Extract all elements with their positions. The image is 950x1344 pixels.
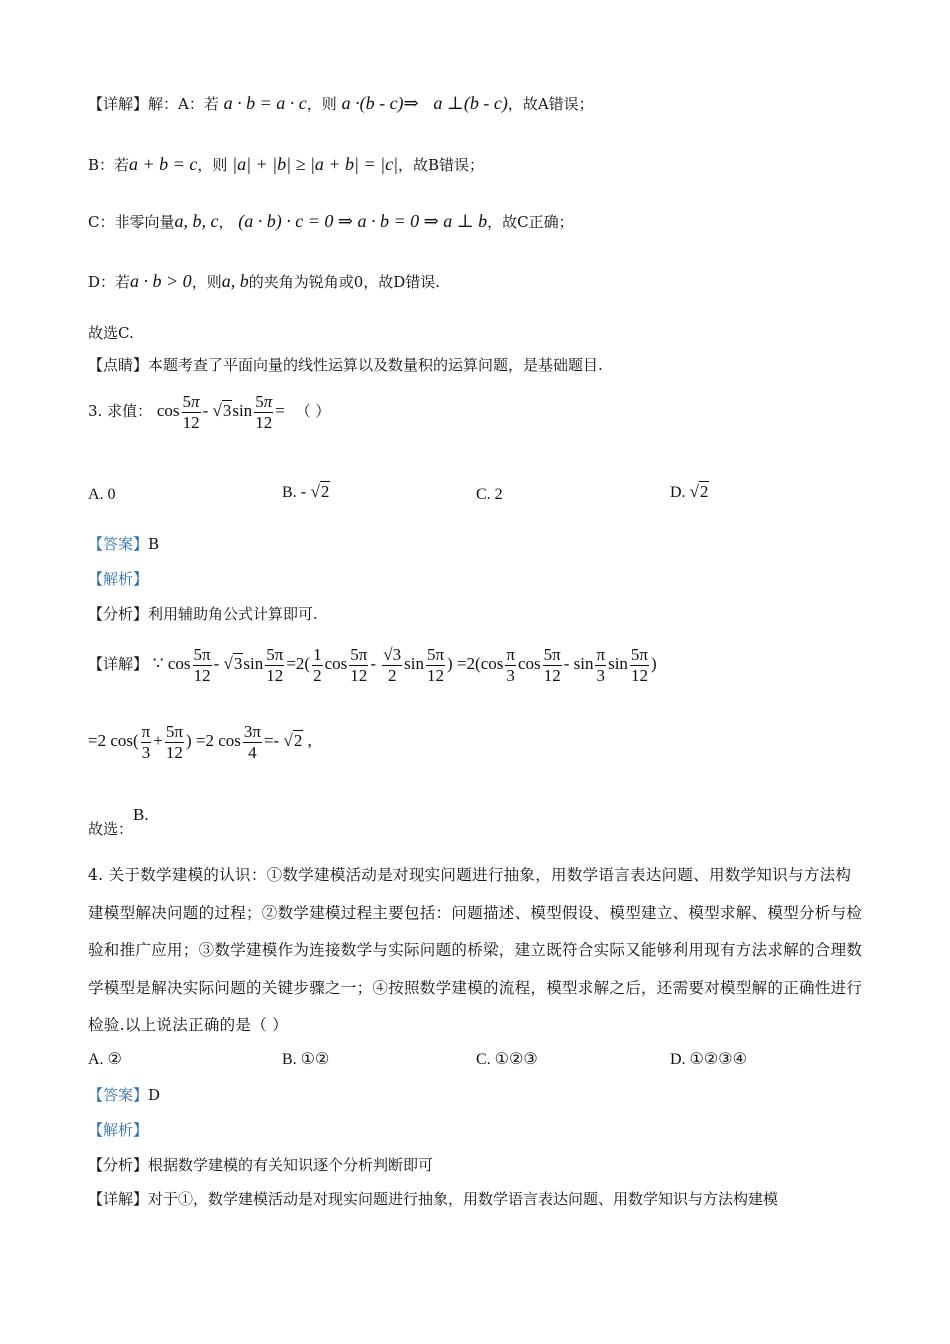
q4-fenxi-line [88, 1154, 433, 1176]
detail-b-expr: |a| + |b| ≥ |a + b| = |c| [232, 154, 399, 174]
q3-stem-tail: （ ） [295, 402, 331, 420]
detail-a-prefix: 解：A：若 [148, 95, 219, 113]
comment-text: 本题考查了平面向量的线性运算以及数量积的运算问题，是基础题目. [148, 356, 603, 374]
detail-c-prefix: C：非零向量 [88, 213, 175, 231]
q4-stem: 4. 关于数学建模的认识：①数学建模活动是对现实问题进行抽象，用数学语言表达问题、用数学知识与方法构建模型解决问题的过程；②数学建模过程主要包括：问题描述、模型假设、模型建立、模型求解、模型分析与检验和推广应用；③数学建模作为连接数学与实际问题的桥梁，建立既符合实际又能够利用现有方法求解的合理数学模型是解决实际问题的关键步骤之一；④按照数学建模的流程，模型求解之后，还需要对模型解的正确性进行检验.以上说法正确的是（ ） [88, 866, 863, 1034]
q4-detail-line [88, 1188, 778, 1210]
detail-d-tail: 的夹角为锐角或0，故D错误. [248, 273, 441, 291]
q4-option-d: D. ①②③④ [670, 1051, 747, 1068]
detail-tag: 【详解】 [88, 655, 149, 673]
q3-option-d [670, 482, 709, 502]
q3-choose-line [88, 805, 149, 840]
q4-analysis-tag: 【解析】 [88, 1121, 149, 1139]
q3-option-b [282, 482, 330, 502]
q4-answer: D [148, 1086, 161, 1104]
q4-option-b: B. ①② [282, 1051, 330, 1068]
detail-d-cond: a · b > 0 [130, 271, 192, 291]
q3-detail-line2 [88, 715, 312, 766]
q3-detail-formula2: =2 cos( $\frac{\pi}{3}$ + $\frac{5\pi}{12}$ ) =2 cos $\frac{3\pi}{4}$ =- √2 , [88, 721, 312, 762]
q3-stem-prefix: 3. 求值： [88, 402, 153, 420]
detail-a-then: ，则 [306, 95, 337, 113]
q3-option-a: A. 0 [88, 486, 116, 503]
q4-detail: 对于①，数学建模活动是对现实问题进行抽象，用数学语言表达问题、用数学知识与方法构建模 [148, 1190, 779, 1208]
q3-option-b-label: B. [282, 484, 297, 501]
detail-c-comma: ， [218, 213, 234, 231]
detail-c-line [88, 210, 574, 233]
q3-fenxi: 利用辅助角公式计算即可. [148, 605, 318, 623]
comment-tag: 【点睛】 [88, 356, 149, 374]
detail-a-cond: a · b = a · c [223, 93, 307, 113]
detail-b-tail: ，故B错误； [398, 156, 485, 174]
detail-c-tail: ，故C正确； [487, 213, 574, 231]
q3-choose-value: B. [133, 805, 149, 824]
q2-comment-line [88, 354, 603, 376]
q3-choose-prefix: 故选： [88, 820, 134, 838]
q3-option-d-value: √2 [689, 482, 709, 501]
fenxi-tag: 【分析】 [88, 605, 149, 623]
detail-a-tail: ，故A错误； [507, 95, 594, 113]
detail-tag: 【详解】 [88, 95, 149, 113]
q3-answer: B [148, 535, 160, 553]
q3-analysis-tag: 【解析】 [88, 570, 149, 588]
q3-detail-line1 [88, 638, 657, 689]
detail-b-line [88, 153, 484, 176]
q3-answer-line [88, 533, 159, 555]
detail-d-line [88, 270, 440, 293]
detail-tag: 【详解】 [88, 1190, 149, 1208]
q3-option-d-label: D. [670, 484, 686, 501]
q3-option-c: C. 2 [476, 486, 503, 503]
detail-d-prefix: D：若 [88, 273, 131, 291]
q2-choose: 故选C. [88, 324, 134, 342]
detail-c-expr: (a · b) · c = 0 ⇒ a · b = 0 ⇒ a ⊥ b [238, 211, 488, 231]
detail-d-then: ，则 [191, 273, 222, 291]
detail-b-prefix: B：若 [88, 156, 130, 174]
detail-a-expr2: a ⊥(b - c) [433, 93, 508, 113]
detail-b-then: ，则 [197, 156, 228, 174]
q3-stem [88, 388, 330, 433]
q4-answer-line [88, 1084, 160, 1106]
q3-detail-formula1: ∵ cos $\frac{5\pi}{12}$ - √3sin $\frac{5\pi}{12}$ =2( $\frac{1}{2}$ cos $\frac{5\pi}{12}$ - $\frac{√3}{2}$ sin $\frac{5\pi}{12}$ ) =2(cos $\frac{\pi}{3}$ cos $\frac{5\pi}{12}$ - sin $\frac{\pi}{3}$ sin $\frac{5\pi}{12}$ ) [152, 644, 657, 685]
answer-tag: 【答案】 [88, 1086, 149, 1104]
q4-option-c: C. ①②③ [476, 1051, 538, 1068]
q4-fenxi: 根据数学建模的有关知识逐个分析判断即可 [148, 1156, 434, 1174]
q3-fenxi-line [88, 603, 318, 625]
answer-tag: 【答案】 [88, 535, 149, 553]
q3-formula: cos $\frac{5\pi}{12}$ - √3sin $\frac{5\pi}{12}$ = [156, 391, 285, 432]
fenxi-tag: 【分析】 [88, 1156, 149, 1174]
detail-a-line [88, 92, 594, 115]
detail-d-vars: a, b [221, 271, 249, 291]
detail-b-cond: a + b = c [129, 154, 198, 174]
q4-option-a: A. ② [88, 1051, 122, 1068]
detail-a-expr1: a ·(b - c)⇒ [341, 93, 419, 113]
q3-option-b-value: - √2 [300, 482, 330, 501]
detail-c-vars: a, b, c [174, 211, 219, 231]
